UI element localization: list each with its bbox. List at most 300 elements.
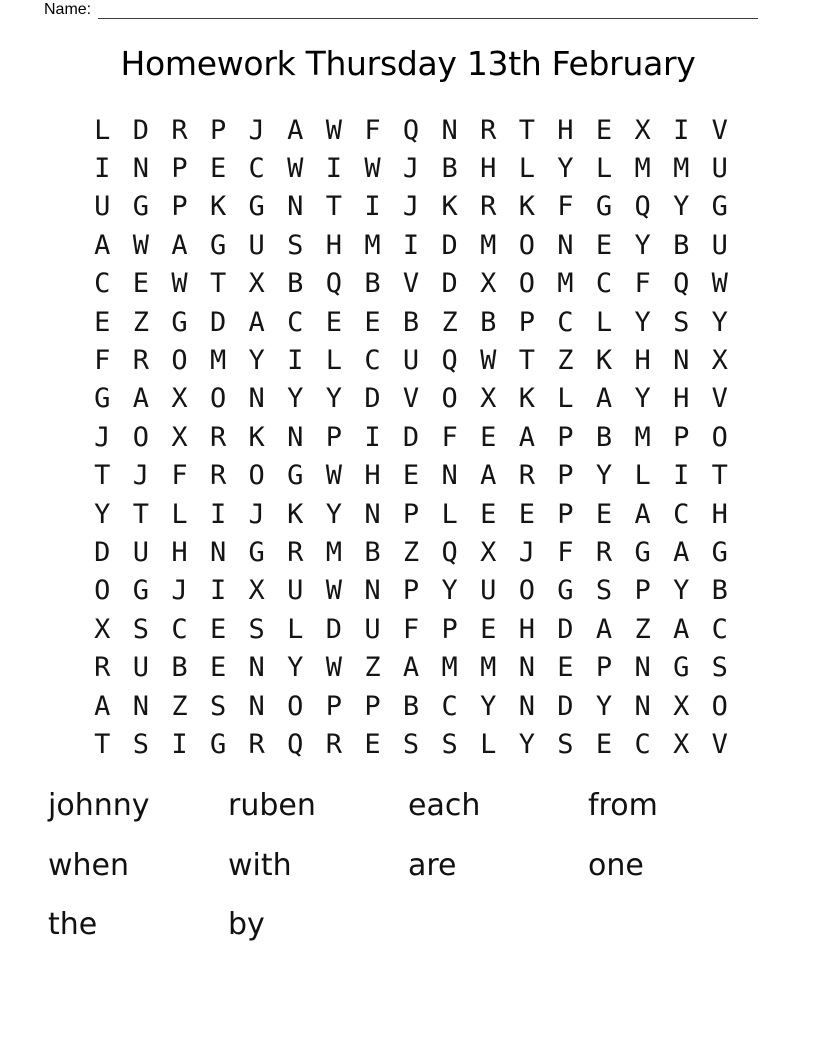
grid-cell-r8c10: O <box>441 383 458 415</box>
grid-cell-r10c6: G <box>287 460 304 492</box>
grid-cell-r1c2: D <box>132 114 150 146</box>
name-blank-line <box>98 1 758 19</box>
grid-cell-r5c17: W <box>711 268 728 300</box>
grid-cell-r11c6: K <box>287 498 304 530</box>
grid-cell-r4c3: A <box>171 229 188 261</box>
grid-cell-r8c14: A <box>595 383 613 415</box>
grid-cell-r6c10: Z <box>441 306 458 338</box>
grid-cell-r16c16: X <box>673 690 690 722</box>
grid-cell-r8c1: G <box>94 383 111 415</box>
grid-cell-r1c16: I <box>673 114 690 146</box>
grid-cell-r6c16: S <box>673 306 690 338</box>
grid-cell-r14c9: F <box>402 613 420 645</box>
grid-cell-r8c15: Y <box>634 383 651 415</box>
grid-cell-r13c10: Y <box>441 575 458 607</box>
grid-cell-r15c12: N <box>518 652 535 684</box>
grid-cell-r15c11: M <box>480 652 497 684</box>
grid-cell-r4c2: W <box>132 229 150 261</box>
grid-cell-r1c9: Q <box>402 114 420 146</box>
grid-cell-r4c15: Y <box>634 229 651 261</box>
grid-cell-r10c7: W <box>325 460 342 492</box>
grid-cell-r7c4: M <box>209 345 227 377</box>
grid-cell-r17c1: T <box>94 728 111 760</box>
grid-cell-r11c5: J <box>248 498 265 530</box>
grid-cell-r14c13: D <box>557 613 574 645</box>
grid-cell-r3c7: T <box>325 191 342 223</box>
grid-cell-r13c15: P <box>634 575 651 607</box>
grid-cell-r15c9: A <box>402 652 420 684</box>
grid-cell-r11c12: E <box>518 498 535 530</box>
name-header <box>44 1 758 19</box>
grid-cell-r16c15: N <box>634 690 651 722</box>
grid-cell-r15c3: B <box>171 652 188 684</box>
grid-cell-r14c1: X <box>94 613 111 645</box>
grid-cell-r16c6: O <box>287 690 304 722</box>
grid-cell-r10c16: I <box>673 460 690 492</box>
grid-cell-r8c3: X <box>171 383 188 415</box>
grid-cell-r6c2: Z <box>132 306 150 338</box>
grid-cell-r1c17: V <box>711 114 728 146</box>
grid-cell-r12c10: Q <box>441 536 458 568</box>
grid-cell-r9c9: D <box>402 421 420 453</box>
grid-cell-r6c7: E <box>325 306 342 338</box>
grid-cell-r16c3: Z <box>171 690 188 722</box>
grid-cell-r15c1: R <box>94 652 111 684</box>
grid-cell-r6c9: B <box>402 306 420 338</box>
name-label: Name: <box>44 1 92 18</box>
grid-cell-r12c13: F <box>557 536 574 568</box>
grid-cell-r1c14: E <box>595 114 613 146</box>
grid-cell-r7c9: U <box>402 345 420 377</box>
grid-cell-r13c11: U <box>480 575 497 607</box>
grid-cell-r3c17: G <box>711 191 728 223</box>
grid-cell-r1c1: L <box>94 114 111 146</box>
grid-cell-r13c2: G <box>132 575 150 607</box>
grid-cell-r2c7: I <box>325 153 342 185</box>
grid-cell-r6c8: E <box>364 306 381 338</box>
grid-cell-r1c11: R <box>480 114 497 146</box>
word-list <box>48 776 768 955</box>
grid-cell-r14c11: E <box>480 613 497 645</box>
grid-cell-r7c13: Z <box>557 345 574 377</box>
grid-cell-r3c9: J <box>402 191 420 223</box>
grid-cell-r10c8: H <box>364 460 381 492</box>
grid-cell-r1c3: R <box>171 114 188 146</box>
grid-cell-r17c14: E <box>595 728 613 760</box>
grid-cell-r6c5: A <box>248 306 265 338</box>
grid-cell-r9c13: P <box>557 421 574 453</box>
grid-cell-r7c6: I <box>287 345 304 377</box>
grid-cell-r9c7: P <box>325 421 342 453</box>
grid-cell-r3c10: K <box>441 191 458 223</box>
grid-cell-r4c11: M <box>480 229 497 261</box>
grid-cell-r3c16: Y <box>673 191 690 223</box>
grid-cell-r3c8: I <box>364 191 381 223</box>
grid-cell-r16c10: C <box>441 690 458 722</box>
grid-cell-r6c3: G <box>171 306 188 338</box>
grid-cell-r4c10: D <box>441 229 458 261</box>
grid-cell-r12c11: X <box>480 536 497 568</box>
grid-cell-r2c15: M <box>634 153 651 185</box>
grid-cell-r12c4: N <box>209 536 227 568</box>
grid-cell-r2c3: P <box>171 153 188 185</box>
grid-cell-r17c11: L <box>480 728 497 760</box>
grid-cell-r9c4: R <box>209 421 227 453</box>
grid-cell-r7c3: O <box>171 345 188 377</box>
grid-cell-r4c13: N <box>557 229 574 261</box>
grid-cell-r2c11: H <box>480 153 497 185</box>
grid-cell-r10c13: P <box>557 460 574 492</box>
grid-cell-r2c8: W <box>364 153 381 185</box>
grid-cell-r14c15: Z <box>634 613 651 645</box>
grid-cell-r16c13: D <box>557 690 574 722</box>
grid-cell-r9c15: M <box>634 421 651 453</box>
grid-cell-r10c15: L <box>634 460 651 492</box>
grid-cell-r14c7: D <box>325 613 342 645</box>
grid-cell-r5c9: V <box>402 268 420 300</box>
grid-cell-r15c4: E <box>209 652 227 684</box>
grid-cell-r14c17: C <box>711 613 728 645</box>
grid-cell-r4c12: O <box>518 229 535 261</box>
grid-cell-r17c15: C <box>634 728 651 760</box>
grid-cell-r13c4: I <box>209 575 227 607</box>
grid-cell-r15c14: P <box>595 652 613 684</box>
word-ruben: ruben <box>228 788 316 824</box>
grid-cell-r3c12: K <box>518 191 535 223</box>
grid-cell-r5c16: Q <box>673 268 690 300</box>
grid-cell-r11c8: N <box>364 498 381 530</box>
grid-cell-r3c14: G <box>595 191 613 223</box>
grid-cell-r12c2: U <box>132 536 150 568</box>
grid-cell-r11c1: Y <box>94 498 111 530</box>
grid-cell-r9c6: N <box>287 421 304 453</box>
grid-cell-r5c4: T <box>209 268 227 300</box>
grid-cell-r16c5: N <box>248 690 265 722</box>
grid-cell-r5c2: E <box>132 268 150 300</box>
grid-cell-r5c10: D <box>441 268 458 300</box>
word-from: from <box>588 788 658 824</box>
grid-cell-r11c16: C <box>673 498 690 530</box>
grid-cell-r12c12: J <box>518 536 535 568</box>
grid-cell-r17c2: S <box>132 728 150 760</box>
grid-cell-r7c5: Y <box>248 345 265 377</box>
grid-cell-r17c12: Y <box>518 728 535 760</box>
grid-cell-r16c11: Y <box>480 690 497 722</box>
grid-cell-r13c1: O <box>94 575 111 607</box>
grid-cell-r1c12: T <box>518 114 535 146</box>
grid-cell-r1c13: H <box>557 114 574 146</box>
grid-cell-r15c8: Z <box>364 652 381 684</box>
grid-cell-r16c7: P <box>325 690 342 722</box>
grid-cell-r5c13: M <box>557 268 574 300</box>
grid-cell-r13c7: W <box>325 575 342 607</box>
word-the: the <box>48 907 98 943</box>
grid-cell-r12c14: R <box>595 536 613 568</box>
grid-cell-r16c2: N <box>132 690 150 722</box>
grid-cell-r9c11: E <box>480 421 497 453</box>
grid-cell-r4c6: S <box>287 229 304 261</box>
grid-cell-r9c14: B <box>595 421 613 453</box>
grid-cell-r11c17: H <box>711 498 728 530</box>
grid-cell-r9c2: O <box>132 421 150 453</box>
grid-cell-r9c16: P <box>673 421 690 453</box>
grid-cell-r11c10: L <box>441 498 458 530</box>
grid-cell-r5c6: B <box>287 268 304 300</box>
grid-cell-r11c7: Y <box>325 498 342 530</box>
grid-cell-r10c17: T <box>711 460 728 492</box>
grid-cell-r10c11: A <box>480 460 497 492</box>
grid-cell-r4c14: E <box>595 229 613 261</box>
grid-cell-r8c7: Y <box>325 383 342 415</box>
grid-cell-r1c7: W <box>325 114 342 146</box>
grid-cell-r12c7: M <box>325 536 342 568</box>
grid-cell-r6c17: Y <box>711 306 728 338</box>
grid-cell-r16c8: P <box>364 690 381 722</box>
grid-cell-r7c15: H <box>634 345 651 377</box>
grid-cell-r15c17: S <box>711 652 728 684</box>
grid-cell-r5c1: C <box>94 268 111 300</box>
grid-cell-r16c14: Y <box>595 690 613 722</box>
grid-cell-r8c12: K <box>518 383 535 415</box>
grid-cell-r7c14: K <box>595 345 613 377</box>
grid-cell-r1c10: N <box>441 114 458 146</box>
grid-cell-r3c6: N <box>287 191 304 223</box>
grid-cell-r15c10: M <box>441 652 458 684</box>
grid-cell-r12c3: H <box>171 536 188 568</box>
grid-cell-r11c14: E <box>595 498 613 530</box>
grid-cell-r17c13: S <box>557 728 574 760</box>
grid-cell-r13c12: O <box>518 575 535 607</box>
grid-cell-r5c3: W <box>171 268 188 300</box>
word-search-grid <box>83 111 739 764</box>
grid-cell-r13c9: P <box>402 575 420 607</box>
grid-cell-r14c12: H <box>518 613 535 645</box>
grid-cell-r16c1: A <box>94 690 111 722</box>
grid-cell-r12c5: G <box>248 536 265 568</box>
grid-cell-r2c12: L <box>518 153 535 185</box>
grid-cell-r13c5: X <box>248 575 265 607</box>
grid-cell-r9c12: A <box>518 421 535 453</box>
word-are: are <box>408 847 457 883</box>
grid-cell-r2c2: N <box>132 153 150 185</box>
grid-cell-r13c13: G <box>557 575 574 607</box>
grid-cell-r6c13: C <box>557 306 574 338</box>
grid-cell-r3c11: R <box>480 191 497 223</box>
grid-cell-r2c1: I <box>94 153 111 185</box>
word-when: when <box>48 847 130 883</box>
grid-cell-r9c1: J <box>94 421 111 453</box>
grid-cell-r14c5: S <box>248 613 265 645</box>
grid-cell-r5c14: C <box>595 268 613 300</box>
grid-cell-r5c11: X <box>480 268 497 300</box>
grid-cell-r7c16: N <box>673 345 690 377</box>
grid-cell-r17c16: X <box>673 728 690 760</box>
grid-cell-r12c6: R <box>287 536 304 568</box>
grid-cell-r13c8: N <box>364 575 381 607</box>
grid-cell-r10c2: J <box>132 460 150 492</box>
grid-cell-r17c10: S <box>441 728 458 760</box>
grid-cell-r9c3: X <box>171 421 188 453</box>
grid-cell-r5c15: F <box>634 268 651 300</box>
grid-cell-r1c8: F <box>364 114 381 146</box>
grid-cell-r3c2: G <box>132 191 150 223</box>
grid-cell-r15c2: U <box>132 652 150 684</box>
grid-cell-r12c17: G <box>711 536 728 568</box>
word-johnny: johnny <box>48 788 150 824</box>
page-title: Homework Thursday 13th February <box>120 44 696 83</box>
grid-cell-r7c1: F <box>94 345 111 377</box>
grid-cell-r7c10: Q <box>441 345 458 377</box>
grid-cell-r13c3: J <box>171 575 188 607</box>
grid-cell-r16c4: S <box>209 690 227 722</box>
grid-cell-r14c6: L <box>287 613 304 645</box>
grid-cell-r9c17: O <box>711 421 728 453</box>
grid-cell-r9c5: K <box>248 421 265 453</box>
grid-cell-r2c10: B <box>441 153 458 185</box>
grid-cell-r8c4: O <box>209 383 227 415</box>
grid-cell-r7c8: C <box>364 345 381 377</box>
grid-cell-r6c12: P <box>518 306 535 338</box>
grid-cell-r14c3: C <box>171 613 188 645</box>
grid-cell-r4c7: H <box>325 229 342 261</box>
grid-cell-r2c6: W <box>287 153 304 185</box>
grid-cell-r12c8: B <box>364 536 381 568</box>
grid-cell-r8c2: A <box>132 383 150 415</box>
grid-cell-r2c13: Y <box>557 153 574 185</box>
grid-cell-r8c5: N <box>248 383 265 415</box>
grid-cell-r4c8: M <box>364 229 381 261</box>
grid-cell-r14c2: S <box>132 613 150 645</box>
grid-cell-r6c1: E <box>94 306 111 338</box>
grid-cell-r11c15: A <box>634 498 651 530</box>
grid-cell-r11c11: E <box>480 498 497 530</box>
grid-cell-r10c12: R <box>518 460 535 492</box>
grid-cell-r7c11: W <box>480 345 497 377</box>
grid-cell-r4c16: B <box>673 229 690 261</box>
grid-cell-r17c17: V <box>711 728 728 760</box>
grid-cell-r4c1: A <box>94 229 111 261</box>
grid-cell-r4c9: I <box>402 229 420 261</box>
grid-cell-r16c9: B <box>402 690 420 722</box>
grid-cell-r15c6: Y <box>287 652 304 684</box>
grid-cell-r14c8: U <box>364 613 381 645</box>
grid-cell-r1c5: J <box>248 114 265 146</box>
grid-cell-r16c17: O <box>711 690 728 722</box>
grid-cell-r3c4: K <box>209 191 227 223</box>
grid-cell-r7c2: R <box>132 345 150 377</box>
grid-cell-r11c3: L <box>171 498 188 530</box>
grid-cell-r11c9: P <box>402 498 420 530</box>
grid-cell-r13c14: S <box>595 575 613 607</box>
grid-cell-r8c6: Y <box>287 383 304 415</box>
grid-cell-r2c14: L <box>595 153 613 185</box>
grid-cell-r12c1: D <box>94 536 111 568</box>
grid-cell-r9c8: I <box>364 421 381 453</box>
grid-cell-r7c7: L <box>325 345 342 377</box>
grid-cell-r8c9: V <box>402 383 420 415</box>
grid-cell-r6c11: B <box>480 306 497 338</box>
grid-cell-r13c16: Y <box>673 575 690 607</box>
word-one: one <box>588 847 644 883</box>
grid-cell-r15c16: G <box>673 652 690 684</box>
word-with: with <box>228 847 292 883</box>
grid-cell-r12c15: G <box>634 536 651 568</box>
grid-cell-r2c9: J <box>402 153 420 185</box>
grid-cell-r8c17: V <box>711 383 728 415</box>
grid-cell-r1c4: P <box>209 114 227 146</box>
grid-cell-r6c6: C <box>287 306 304 338</box>
grid-cell-r15c7: W <box>325 652 342 684</box>
grid-cell-r5c7: Q <box>325 268 342 300</box>
grid-cell-r2c16: M <box>673 153 690 185</box>
grid-cell-r5c8: B <box>364 268 381 300</box>
grid-cell-r17c3: I <box>171 728 188 760</box>
grid-cell-r8c13: L <box>557 383 574 415</box>
grid-cell-r17c6: Q <box>287 728 304 760</box>
grid-cell-r7c12: T <box>518 345 535 377</box>
grid-cell-r10c9: E <box>402 460 420 492</box>
grid-cell-r3c5: G <box>248 191 265 223</box>
grid-cell-r14c16: A <box>673 613 690 645</box>
grid-cell-r11c13: P <box>557 498 574 530</box>
grid-cell-r10c1: T <box>94 460 111 492</box>
grid-cell-r1c6: A <box>287 114 304 146</box>
grid-cell-r11c4: I <box>209 498 227 530</box>
grid-cell-r8c11: X <box>480 383 497 415</box>
grid-cell-r4c5: U <box>248 229 265 261</box>
grid-cell-r10c3: F <box>171 460 188 492</box>
grid-cell-r3c3: P <box>171 191 188 223</box>
grid-cell-r17c7: R <box>325 728 342 760</box>
grid-cell-r10c4: R <box>209 460 227 492</box>
grid-cell-r3c13: F <box>557 191 574 223</box>
word-by: by <box>228 907 265 943</box>
grid-cell-r3c1: U <box>94 191 111 223</box>
grid-cell-r2c17: U <box>711 153 728 185</box>
grid-cell-r17c9: S <box>402 728 420 760</box>
grid-cell-r4c4: G <box>209 229 227 261</box>
grid-cell-r7c17: X <box>711 345 728 377</box>
grid-cell-r14c4: E <box>209 613 227 645</box>
grid-cell-r14c10: P <box>441 613 458 645</box>
grid-cell-r13c6: U <box>287 575 304 607</box>
word-each: each <box>408 788 481 824</box>
grid-cell-r15c13: E <box>557 652 574 684</box>
grid-cell-r2c4: E <box>209 153 227 185</box>
grid-cell-r11c2: T <box>132 498 150 530</box>
grid-cell-r14c14: A <box>595 613 613 645</box>
grid-cell-r3c15: Q <box>634 191 651 223</box>
grid-cell-r12c16: A <box>673 536 690 568</box>
grid-cell-r17c5: R <box>248 728 265 760</box>
grid-cell-r10c14: Y <box>595 460 613 492</box>
grid-cell-r8c16: H <box>673 383 690 415</box>
grid-cell-r15c5: N <box>248 652 265 684</box>
grid-cell-r4c17: U <box>711 229 728 261</box>
grid-cell-r17c4: G <box>209 728 227 760</box>
grid-cell-r16c12: N <box>518 690 535 722</box>
grid-cell-r1c15: X <box>634 114 651 146</box>
grid-cell-r15c15: N <box>634 652 651 684</box>
grid-cell-r6c14: L <box>595 306 613 338</box>
grid-cell-r10c10: N <box>441 460 458 492</box>
grid-cell-r17c8: E <box>364 728 381 760</box>
grid-cell-r6c4: D <box>209 306 227 338</box>
grid-cell-r12c9: Z <box>402 536 420 568</box>
grid-cell-r9c10: F <box>441 421 458 453</box>
grid-cell-r8c8: D <box>364 383 381 415</box>
grid-cell-r13c17: B <box>711 575 728 607</box>
